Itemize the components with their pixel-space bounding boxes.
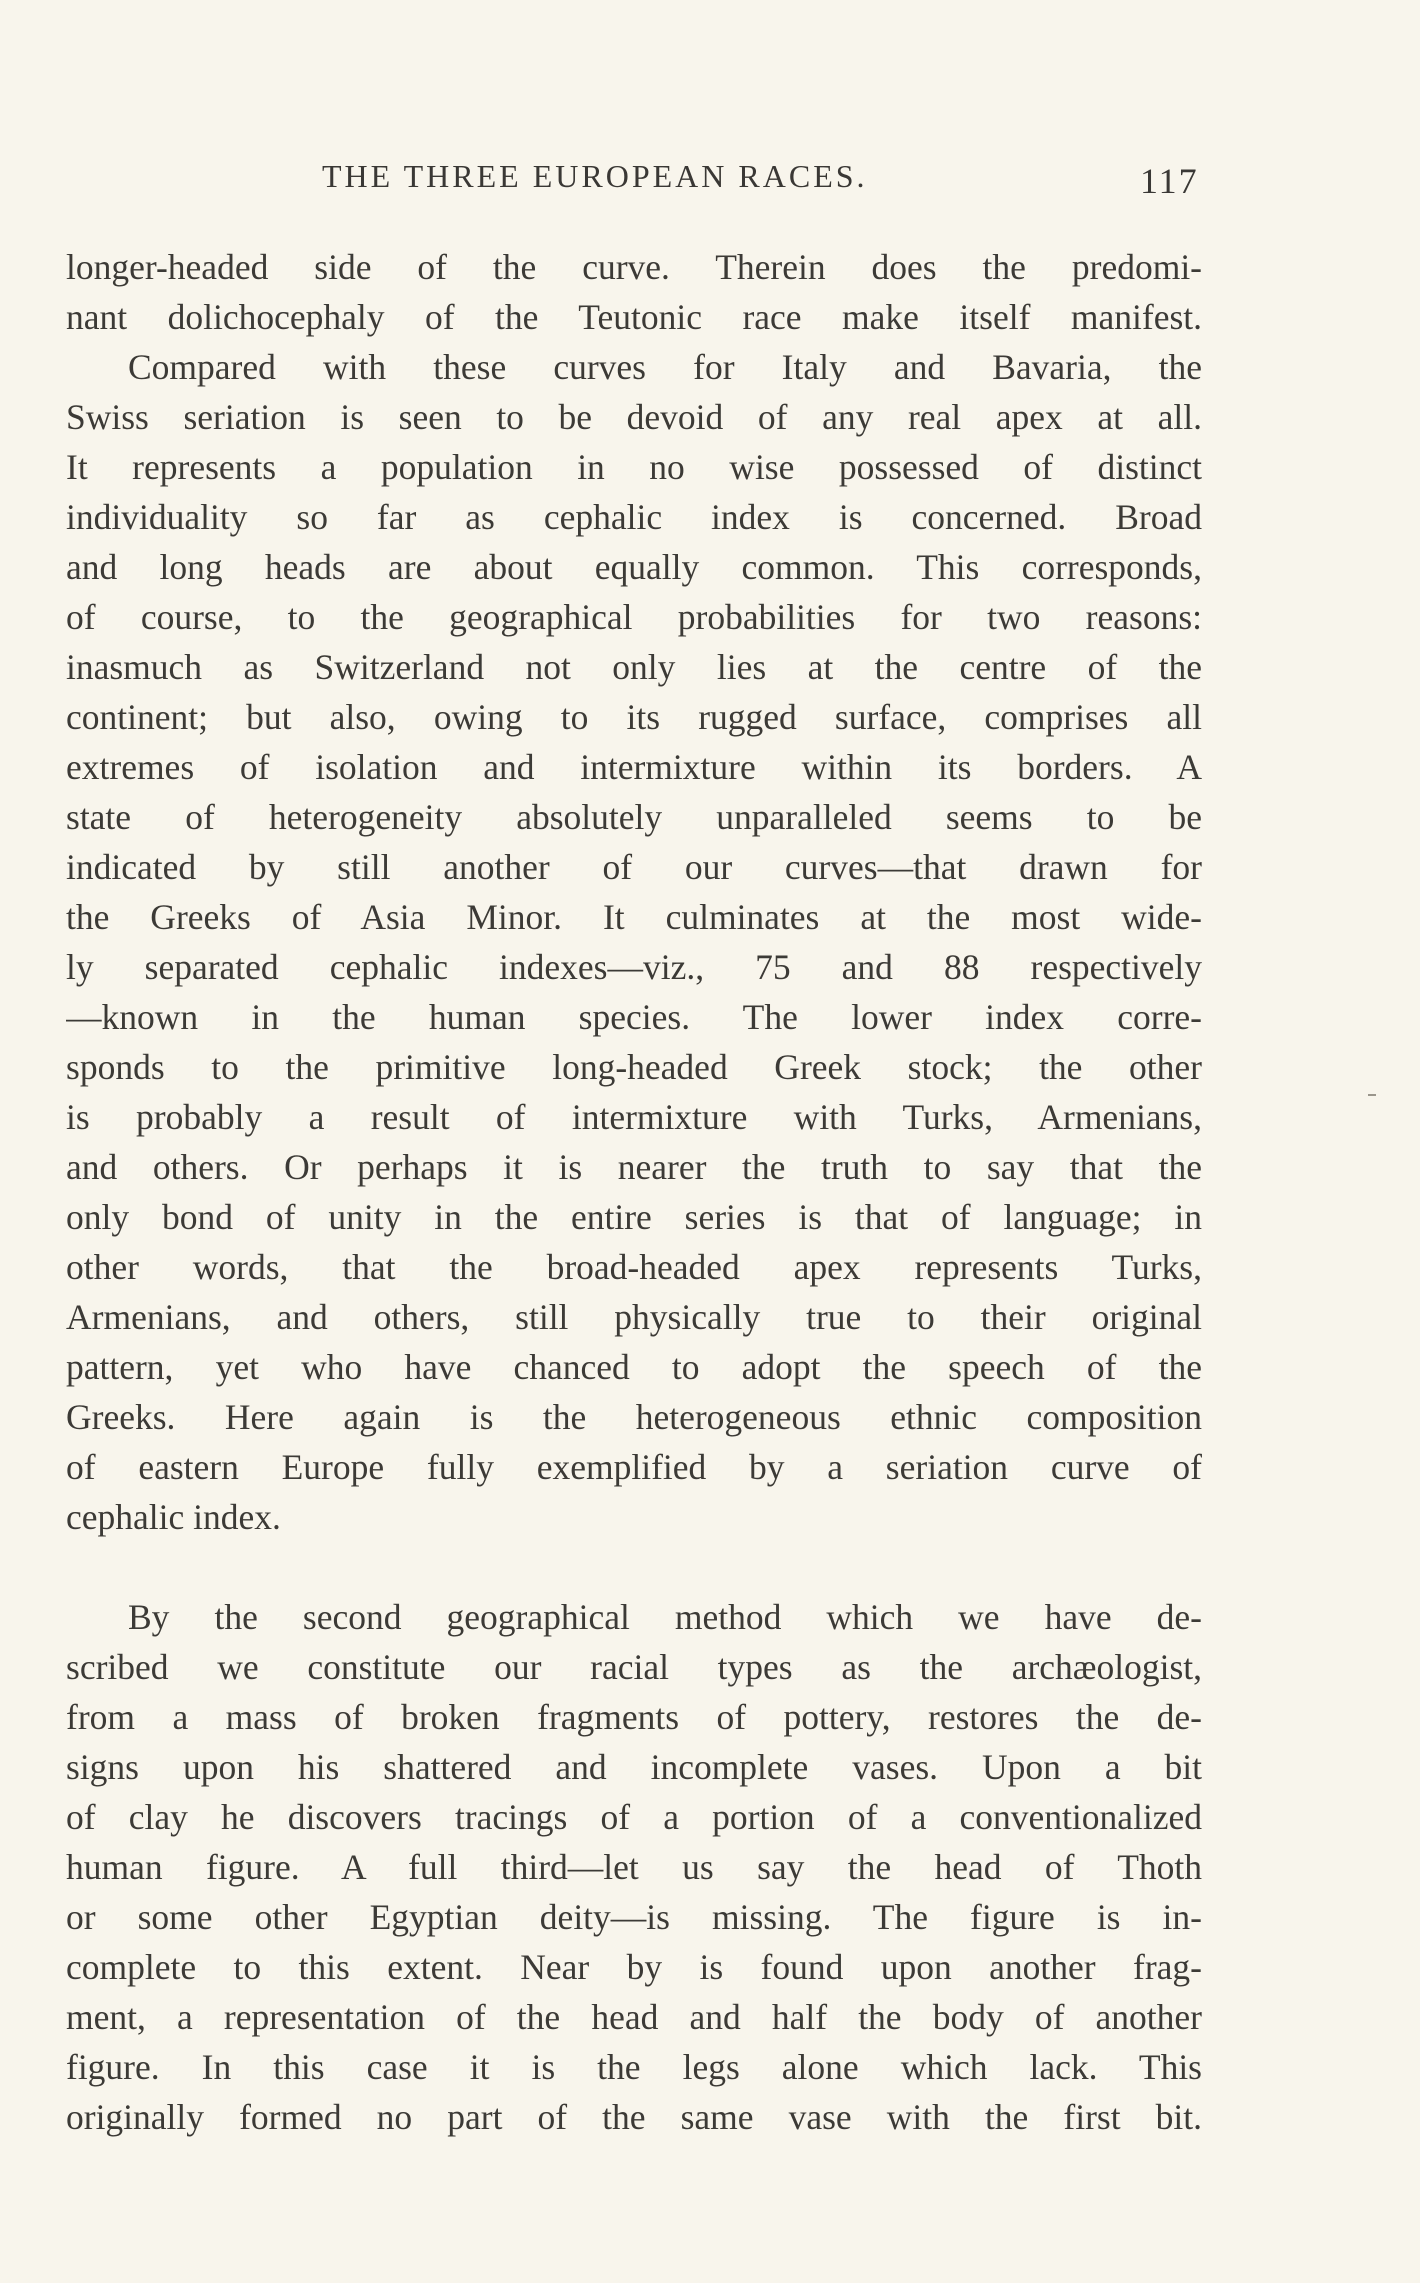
- paragraph-2: [66, 1592, 1202, 2142]
- text-line: human figure. A full third—let us say the head of Thoth: [66, 1847, 1202, 1887]
- text-line: figure. In this case it is the legs alone which lack. This: [66, 2047, 1202, 2087]
- text-line: continent; but also, owing to its rugged surface, comprises all: [66, 697, 1202, 737]
- text-line: —known in the human species. The lower index corre-: [66, 997, 1202, 1037]
- text-line: of clay he discovers tracings of a portion of a conventionalized: [66, 1797, 1202, 1837]
- text-line: other words, that the broad-headed apex represents Turks,: [66, 1247, 1202, 1287]
- text-line: is probably a result of intermixture with Turks, Armenians,: [66, 1097, 1202, 1137]
- text-line: pattern, yet who have chanced to adopt the speech of the: [66, 1347, 1202, 1387]
- text-line: or some other Egyptian deity—is missing. The figure is in-: [66, 1897, 1202, 1937]
- text-line: Armenians, and others, still physically true to their original: [66, 1297, 1202, 1337]
- text-line: complete to this extent. Near by is found upon another frag-: [66, 1947, 1202, 1987]
- text-line: By the second geographical method which we have de-: [128, 1597, 1202, 1637]
- text-line: originally formed no part of the same vase with the first bit.: [66, 2097, 1202, 2137]
- text-line: nant dolichocephaly of the Teutonic race make itself manifest.: [66, 297, 1202, 337]
- text-line: signs upon his shattered and incomplete vases. Upon a bit: [66, 1747, 1202, 1787]
- text-line: indicated by still another of our curves—that drawn for: [66, 847, 1202, 887]
- text-line: scribed we constitute our racial types as the archæologist,: [66, 1647, 1202, 1687]
- text-line: cephalic index.: [66, 1497, 281, 1537]
- text-line: only bond of unity in the entire series is that of language; in: [66, 1197, 1202, 1237]
- running-head: THE THREE EUROPEAN RACES.: [322, 158, 868, 194]
- text-line: from a mass of broken fragments of pottery, restores the de-: [66, 1697, 1202, 1737]
- text-line: the Greeks of Asia Minor. It culminates at the most wide-: [66, 897, 1202, 937]
- text-line: longer-headed side of the curve. Therein does the predomi-: [66, 247, 1202, 287]
- text-line: ly separated cephalic indexes—viz., 75 and 88 respectively: [66, 947, 1202, 987]
- text-line: state of heterogeneity absolutely unparalleled seems to be: [66, 797, 1202, 837]
- text-line: extremes of isolation and intermixture within its borders. A: [66, 747, 1202, 787]
- text-line: and long heads are about equally common. This corresponds,: [66, 547, 1202, 587]
- text-line: Compared with these curves for Italy and Bavaria, the: [128, 347, 1202, 387]
- text-line: sponds to the primitive long-headed Greek stock; the other: [66, 1047, 1202, 1087]
- text-line: and others. Or perhaps it is nearer the truth to say that the: [66, 1147, 1202, 1187]
- text-line: Swiss seriation is seen to be devoid of any real apex at all.: [66, 397, 1202, 437]
- text-line: It represents a population in no wise possessed of distinct: [66, 447, 1202, 487]
- text-line: ment, a representation of the head and half the body of another: [66, 1997, 1202, 2037]
- text-line: individuality so far as cephalic index is concerned. Broad: [66, 497, 1202, 537]
- text-line: of eastern Europe fully exemplified by a seriation curve of: [66, 1447, 1202, 1487]
- paragraph-1: [66, 242, 1202, 1542]
- text-line: Greeks. Here again is the heterogeneous ethnic composition: [66, 1397, 1202, 1437]
- margin-mark: [1368, 1094, 1376, 1096]
- text-line: inasmuch as Switzerland not only lies at the centre of the: [66, 647, 1202, 687]
- text-line: of course, to the geographical probabilities for two reasons:: [66, 597, 1202, 637]
- page-number: 117: [1140, 161, 1199, 201]
